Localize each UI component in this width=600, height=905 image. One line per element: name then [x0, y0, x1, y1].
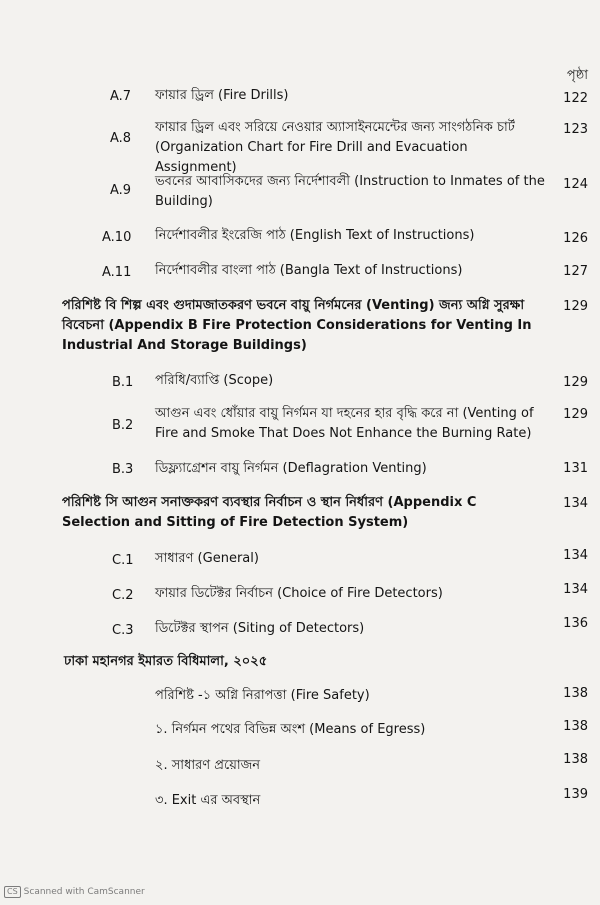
page-column-header: পৃষ্ঠা: [566, 68, 588, 83]
entry-page: 134: [563, 548, 588, 563]
entry-title: ফায়ার ডিটেক্টর নির্বাচন (Choice of Fire Detectors): [155, 586, 443, 601]
watermark-text: Scanned with CamScanner: [23, 887, 145, 897]
entry-number: B.2: [112, 418, 134, 433]
camscanner-logo: CS: [4, 886, 21, 898]
entry-page: 129: [563, 375, 588, 390]
entry-number: B.1: [112, 375, 134, 390]
entry-page: 131: [563, 461, 588, 476]
entry-title: ৩. Exit এর অবস্থান: [155, 793, 261, 808]
entry-title: সাধারণ (General): [155, 551, 259, 566]
entry-number: C.2: [112, 588, 134, 603]
appendix-b-heading: পরিশিষ্ট বি শিল্প এবং গুদামজাতকরণ ভবনে বায়ু নির্গমনের (Venting) জন্য অগ্নি সুরক্ষা বিবেচনা (Appendix B Fire Protection Considerations for Venting In Industrial And Storage Buildings): [62, 298, 532, 353]
entry-title: আগুন এবং ধোঁয়ার বায়ু নির্গমন যা দহনের হার বৃদ্ধি করে না (Venting of Fire and Smoke That Does Not Enhance the Burning Rate): [155, 406, 534, 441]
entry-number: A.7: [110, 89, 132, 104]
entry-title: ২. সাধারণ প্রয়োজন: [155, 758, 261, 773]
entry-number: A.8: [110, 131, 132, 146]
entry-page: 139: [563, 787, 588, 802]
dhaka-rules-heading: ঢাকা মহানগর ইমারত বিধিমালা, ২০২৫: [64, 654, 268, 669]
entry-page: 129: [563, 299, 588, 314]
entry-title: পরিধি/ব্যাপ্তি (Scope): [155, 373, 274, 388]
entry-title: ডিফ্ল্যাগ্রেশন বায়ু নির্গমন (Deflagration Venting): [155, 461, 427, 476]
entry-page: 134: [563, 496, 588, 511]
entry-page: 138: [563, 686, 588, 701]
entry-page: 138: [563, 719, 588, 734]
scanner-watermark: [4, 886, 145, 898]
entry-page: 126: [563, 231, 588, 246]
entry-page: 122: [563, 91, 588, 106]
entry-page: 124: [563, 177, 588, 192]
appendix-c-heading: পরিশিষ্ট সি আগুন সনাক্তকরণ ব্যবস্থার নির্বাচন ও স্থান নির্ধারণ (Appendix C Selection and Sitting of Fire Detection System): [62, 495, 477, 530]
entry-page: 127: [563, 264, 588, 279]
entry-number: C.3: [112, 623, 134, 638]
entry-number: A.9: [110, 183, 132, 198]
entry-title: ভবনের আবাসিকদের জন্য নির্দেশাবলী (Instruction to Inmates of the Building): [155, 174, 545, 209]
entry-number: A.11: [102, 265, 132, 280]
entry-title: নির্দেশাবলীর ইংরেজি পাঠ (English Text of Instructions): [155, 228, 475, 243]
entry-title: ১. নির্গমন পথের বিভিন্ন অংশ (Means of Egress): [155, 722, 426, 737]
entry-number: C.1: [112, 553, 134, 568]
entry-page: 136: [563, 616, 588, 631]
entry-title: ডিটেক্টর স্থাপন (Siting of Detectors): [155, 621, 365, 636]
entry-title: ফায়ার ড্রিল এবং সরিয়ে নেওয়ার অ্যাসাইনমেন্টের জন্য সাংগঠনিক চার্ট (Organization Chart for Fire Drill and Evacuation Assignment): [155, 120, 515, 175]
entry-number: A.10: [102, 230, 132, 245]
entry-title: পরিশিষ্ট -১ অগ্নি নিরাপত্তা (Fire Safety): [155, 688, 370, 703]
entry-page: 123: [563, 122, 588, 137]
entry-title: ফায়ার ড্রিল (Fire Drills): [155, 88, 289, 103]
entry-number: B.3: [112, 462, 134, 477]
entry-title: নির্দেশাবলীর বাংলা পাঠ (Bangla Text of Instructions): [155, 263, 463, 278]
entry-page: 134: [563, 582, 588, 597]
entry-page: 138: [563, 752, 588, 767]
entry-page: 129: [563, 407, 588, 422]
